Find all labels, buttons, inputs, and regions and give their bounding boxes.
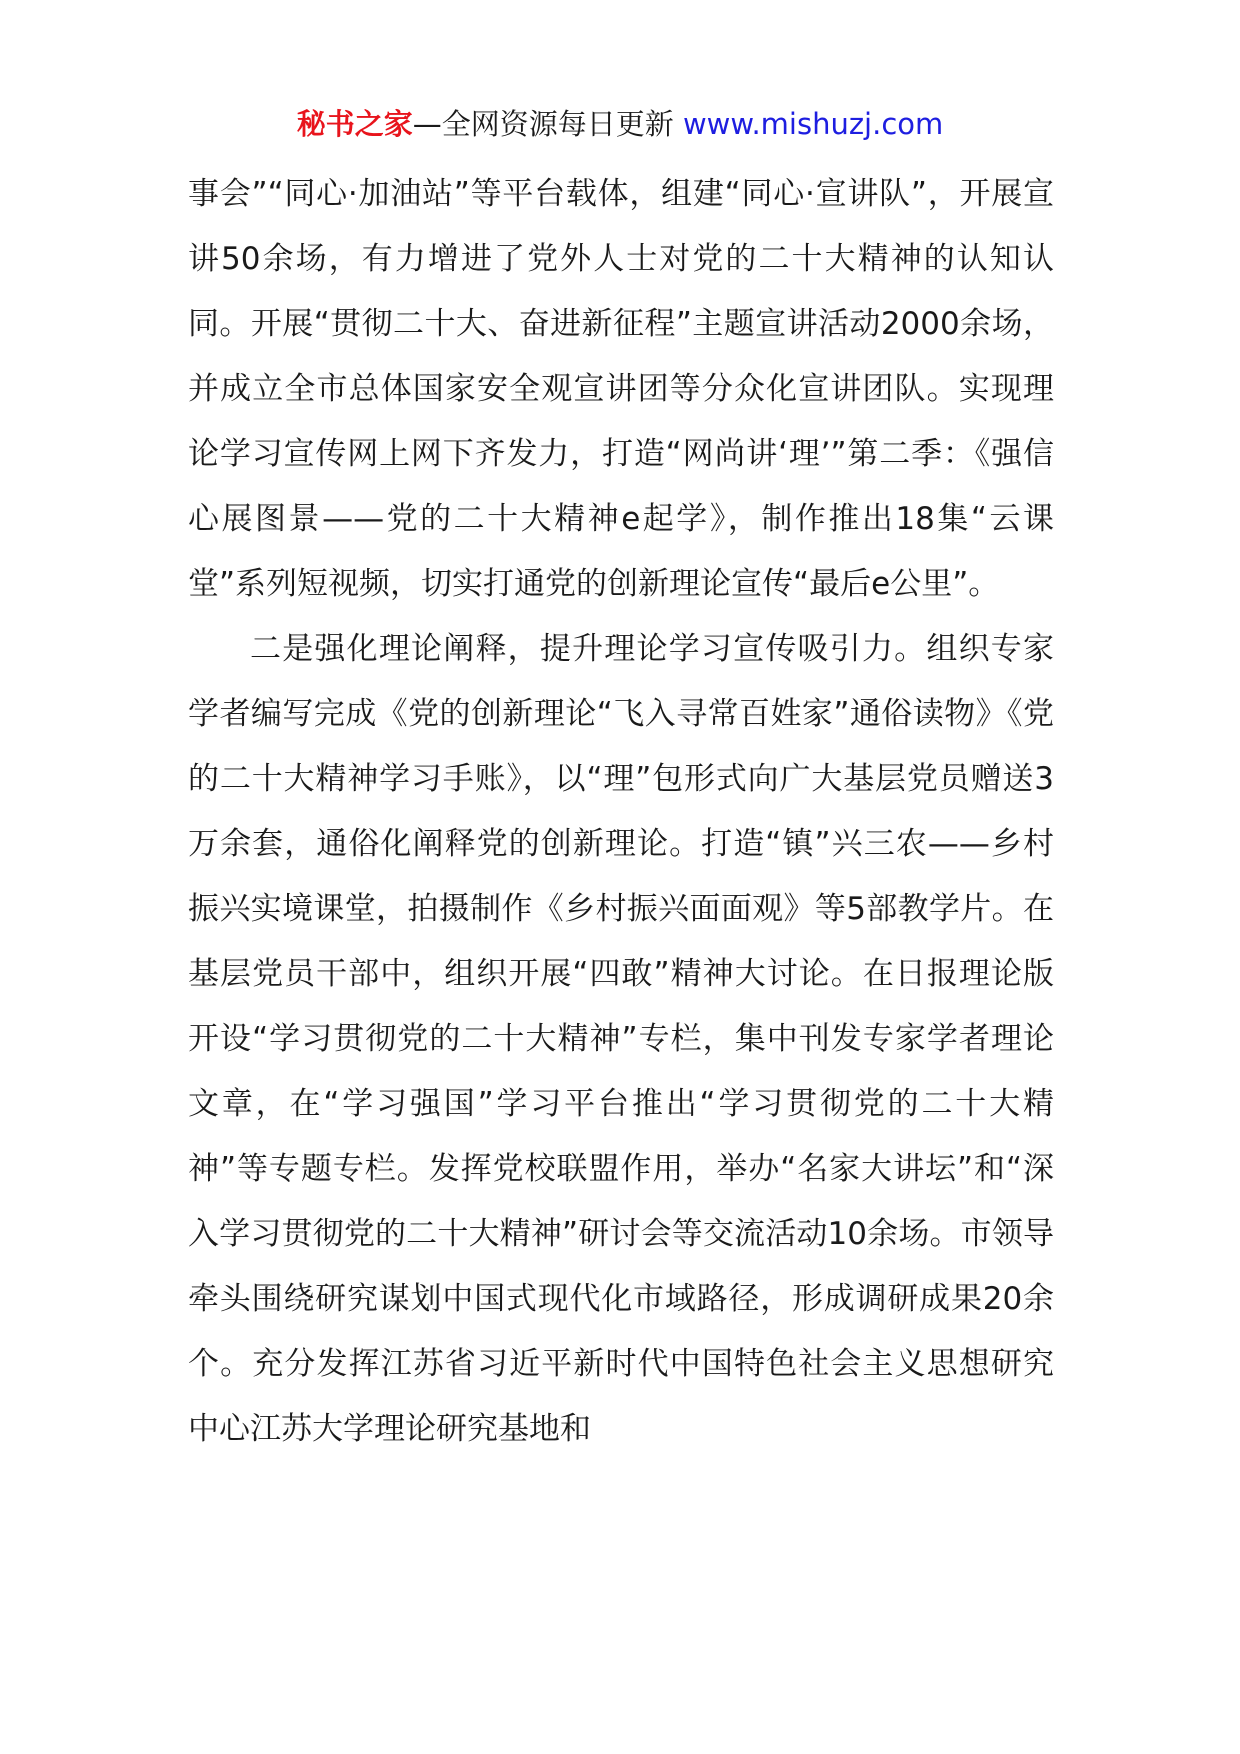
document-body	[188, 162, 1054, 1462]
paragraph-theory-interpretation: 二是强化理论阐释，提升理论学习宣传吸引力。组织专家学者编写完成《党的创新理论“飞入寻常百姓家”通俗读物》《党的二十大精神学习手账》，以“理”包形式向广大基层党员赠送3万余套，通俗化阐释党的创新理论。打造“镇”兴三农——乡村振兴实境课堂，拍摄制作《乡村振兴面面观》等5部教学片。在基层党员干部中，组织开展“四敢”精神大讨论。在日报理论版开设“学习贯彻党的二十大精神”专栏，集中刊发专家学者理论文章，在“学习强国”学习平台推出“学习贯彻党的二十大精神”等专题专栏。发挥党校联盟作用，举办“名家大讲坛”和“深入学习贯彻党的二十大精神”研讨会等交流活动10余场。市领导牵头围绕研究谋划中国式现代化市域路径，形成调研成果20余个。充分发挥江苏省习近平新时代中国特色社会主义思想研究中心江苏大学理论研究基地和	[188, 631, 1054, 1447]
site-header	[0, 104, 1240, 144]
header-url-link[interactable]: www.mishuzj.com	[682, 107, 944, 141]
paragraph-continuation: 事会”“同心·加油站”等平台载体，组建“同心·宣讲队”，开展宣讲50余场，有力增进了党外人士对党的二十大精神的认知认同。开展“贯彻二十大、奋进新征程”主题宣讲活动2000余场，并成立全市总体国家安全观宣讲团等分众化宣讲团队。实现理论学习宣传网上网下齐发力，打造“网尚讲‘理’”第二季：《强信心展图景——党的二十大精神e起学》，制作推出18集“云课堂”系列短视频，切实打通党的创新理论宣传“最后e公里”。	[188, 176, 1054, 602]
header-brand: 秘书之家	[296, 107, 413, 141]
header-tagline: —全网资源每日更新	[412, 107, 683, 141]
